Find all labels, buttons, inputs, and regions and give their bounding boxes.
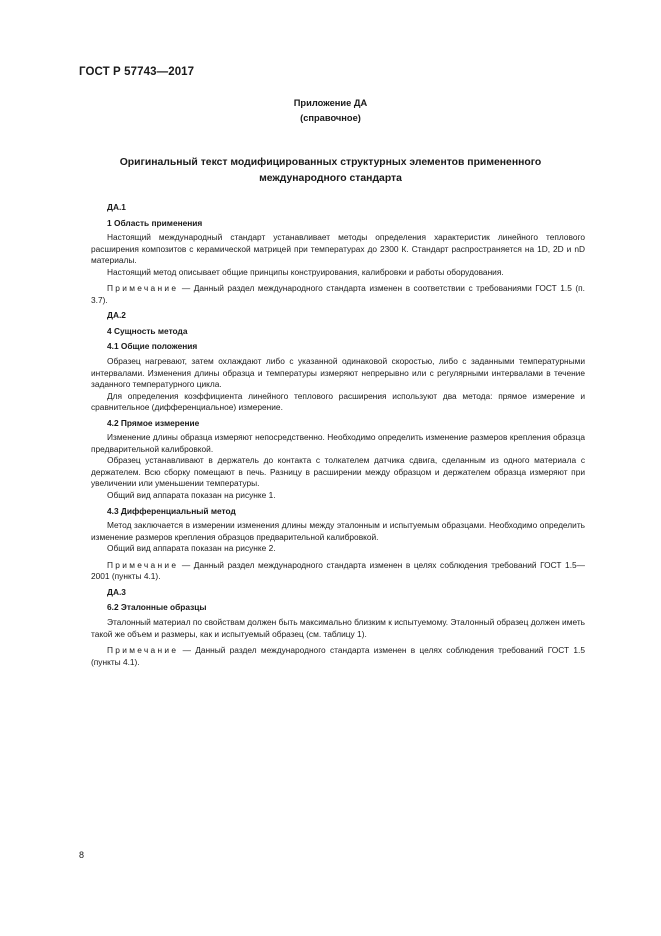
document-title-line-1: Оригинальный текст модифицированных структурных элементов примененного — [119, 157, 542, 168]
annex-heading — [0, 96, 661, 126]
note-label: Примечание — [107, 645, 179, 656]
note-label: Примечание — [107, 559, 179, 570]
section-heading-method: 4 Сущность метода — [107, 325, 188, 336]
paragraph-reference-1: Эталонный материал по свойствам должен быть максимально близким к испытуемому. Эталонный образец должен иметь такой же объем и размеры, как и испытуемый образец (см. таблицу 1). — [91, 616, 585, 639]
paragraph-general-2: Для определения коэффициента линейного теплового расширения используют два метода: прямое измерение и сравнительное (дифференциальное) измерение. — [91, 390, 585, 413]
section-code-da2: ДА.2 — [107, 310, 126, 321]
page-number: 8 — [79, 850, 85, 860]
paragraph-direct-2: Образец устанавливают в держатель до контакта с толкателем датчика сдвига, сделанным из одного материала с держателем. Всю сборку помещают в печь. Разницу в расширении между образцом и держателем образца измеряют при увеличении или уменьшении температуры. — [91, 455, 585, 489]
document-title-line-2: международного стандарта — [259, 172, 402, 184]
annex-title: Приложение ДА — [293, 98, 368, 108]
section-code-da3: ДА.3 — [107, 586, 126, 597]
note-label: Примечание — [107, 283, 179, 294]
note-text: — Данный раздел международного стандарта изменен в целях соблюдения требований ГОСТ 1.5—2001 (пункты 4.1). — [91, 559, 585, 582]
subsection-heading-direct: 4.2 Прямое измерение — [107, 417, 200, 428]
paragraph-differential-1: Метод заключается в измерении изменения длины между эталонным и испытуемым образцами. Необходимо определить изменение размеров крепления образцов предварительной калибровкой. — [91, 520, 585, 542]
paragraph-differential-2: Общий вид аппарата показан на рисунке 2. — [107, 543, 276, 554]
document-title — [95, 155, 566, 186]
note-da2 — [91, 560, 585, 583]
note-text: — Данный раздел международного стандарта изменен в целях соблюдения требований ГОСТ 1.5 (пункты 4.1). — [91, 645, 585, 667]
subsection-heading-general: 4.1 Общие положения — [107, 341, 198, 352]
paragraph-direct-3: Общий вид аппарата показан на рисунке 1. — [107, 490, 276, 501]
paragraph-direct-1: Изменение длины образца измеряют непосредственно. Необходимо определить изменение размеров крепления образца предварительной калибровкой. — [91, 432, 585, 454]
annex-kind: (справочное) — [300, 113, 361, 123]
note-text: — Данный раздел международного стандарта изменен в соответствии с требованиями ГОСТ 1.5 (п. 3.7). — [91, 283, 585, 305]
paragraph-scope-2: Настоящий метод описывает общие принципы конструирования, калибровки и работы оборудования. — [107, 266, 504, 277]
section-code-da1: ДА.1 — [107, 202, 126, 212]
subsection-heading-reference: 6.2 Эталонные образцы — [107, 602, 207, 613]
note-da1 — [91, 283, 585, 306]
document-body — [91, 202, 585, 668]
section-heading-scope: 1 Область применения — [107, 217, 203, 228]
note-da3 — [91, 645, 585, 668]
standard-designation: ГОСТ Р 57743—2017 — [79, 66, 195, 78]
paragraph-general-1: Образец нагревают, затем охлаждают либо с указанной одинаковой скоростью, либо с заданными температурными интервалами. Изменения длины образца и температуры измеряют непрерывно или с регулярными интервалами в течение заданного температурного цикла. — [91, 356, 585, 390]
subsection-heading-differential: 4.3 Дифференциальный метод — [107, 505, 236, 516]
paragraph-scope-1: Настоящий международный стандарт устанавливает методы определения характеристик линейного теплового расширения композитов с керамической матрицей при температурах до 2300 К. Стандарт распространяется на 1D, 2D и nD материалы. — [91, 232, 585, 266]
